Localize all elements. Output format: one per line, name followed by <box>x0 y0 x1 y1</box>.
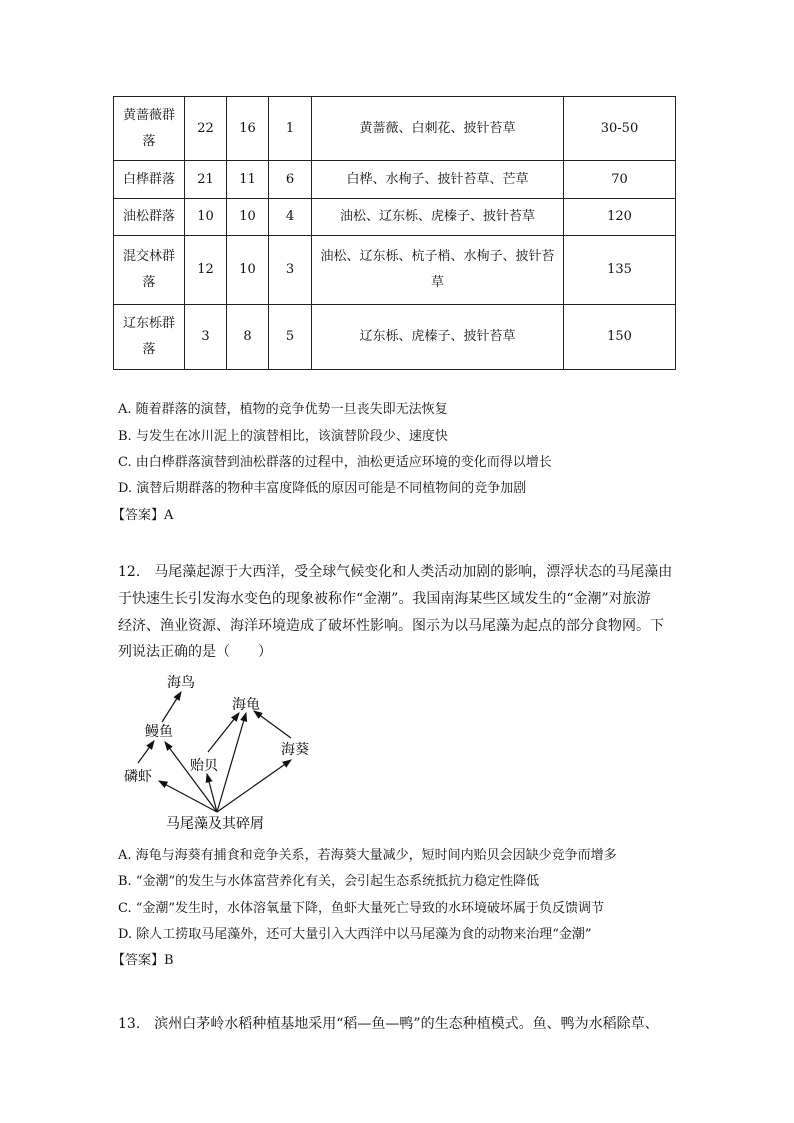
option-b: B. “金潮”的发生与水体富营养化有关，会引起生态系统抵抗力稳定性降低 <box>118 874 540 889</box>
cell: 油松、辽东栎、杭子梢、水栒子、披针苔草 <box>312 236 564 305</box>
node-krill: 磷虾 <box>124 769 152 785</box>
cell: 辽东栎群落 <box>114 305 185 370</box>
node-mussel: 贻贝 <box>190 758 218 774</box>
option-d: D. 除人工捞取马尾藻外，还可大量引入大西洋中以马尾藻为食的动物来治理“金潮” <box>118 927 592 942</box>
option-d: D. 演替后期群落的物种丰富度降低的原因可能是不同植物间的竞争加剧 <box>118 481 527 496</box>
option-a: A. 随着群落的演替，植物的竞争优势一旦丧失即无法恢复 <box>118 402 448 417</box>
answer: 【答案】B <box>112 953 174 968</box>
cell: 70 <box>564 161 676 199</box>
cell: 3 <box>185 305 227 370</box>
cell: 120 <box>564 199 676 236</box>
node-eel: 鳗鱼 <box>145 724 173 740</box>
cell: 11 <box>227 161 269 199</box>
arrows <box>138 692 291 812</box>
cell: 21 <box>185 161 227 199</box>
cell: 30-50 <box>564 97 676 161</box>
question-text: 经济、渔业资源、海洋环境造成了破坏性影响。图示为以马尾藻为起点的部分食物网。下 <box>118 618 664 634</box>
option-c: C. “金潮”发生时，水体溶氧量下降，鱼虾大量死亡导致的水环境破坏属于负反馈调节 <box>118 901 605 916</box>
cell: 16 <box>227 97 269 161</box>
cell: 白桦群落 <box>114 161 185 199</box>
question-text: 于快速生长引发海水变色的现象被称作“金潮”。我国南海某些区域发生的“金潮”对旅游 <box>118 591 651 607</box>
cell: 10 <box>185 199 227 236</box>
cell: 6 <box>269 161 312 199</box>
option-a: A. 海龟与海葵有捕食和竞争关系，若海葵大量减少，短时间内贻贝会因缺少竞争而增多 <box>118 848 617 863</box>
cell: 混交林群落 <box>114 236 185 305</box>
cell: 油松、辽东栎、虎榛子、披针苔草 <box>312 199 564 236</box>
node-sargassum: 马尾藻及其碎屑 <box>166 816 264 832</box>
cell: 黄蔷薇、白刺花、披针苔草 <box>312 97 564 161</box>
option-b: B. 与发生在冰川泥上的演替相比，该演替阶段少、速度快 <box>118 429 448 444</box>
cell: 135 <box>564 236 676 305</box>
cell: 5 <box>269 305 312 370</box>
cell: 油松群落 <box>114 199 185 236</box>
cell: 12 <box>185 236 227 305</box>
node-seabird: 海鸟 <box>167 675 195 691</box>
cell: 10 <box>227 199 269 236</box>
cell: 10 <box>227 236 269 305</box>
node-turtle: 海龟 <box>232 697 260 713</box>
cell: 4 <box>269 199 312 236</box>
cell: 22 <box>185 97 227 161</box>
node-anemone: 海葵 <box>281 742 309 758</box>
cell: 3 <box>269 236 312 305</box>
cell: 辽东栎、虎榛子、披针苔草 <box>312 305 564 370</box>
answer: 【答案】A <box>112 508 174 523</box>
cell: 1 <box>269 97 312 161</box>
question-text: 12. 马尾藻起源于大西洋，受全球气候变化和人类活动加剧的影响，漂浮状态的马尾藻由 <box>118 564 673 580</box>
cell: 白桦、水栒子、披针苔草、芒草 <box>312 161 564 199</box>
cell: 8 <box>227 305 269 370</box>
question-text: 13. 滨州白茅岭水稻种植基地采用“稻—鱼—鸭”的生态种植模式。鱼、鸭为水稻除草、 <box>118 1016 659 1032</box>
option-c: C. 由白桦群落演替到油松群落的过程中，油松更适应环境的变化而得以增长 <box>118 455 552 470</box>
question-text: 列说法正确的是（ ） <box>118 644 272 660</box>
cell: 黄蔷薇群落 <box>114 97 185 161</box>
cell: 150 <box>564 305 676 370</box>
